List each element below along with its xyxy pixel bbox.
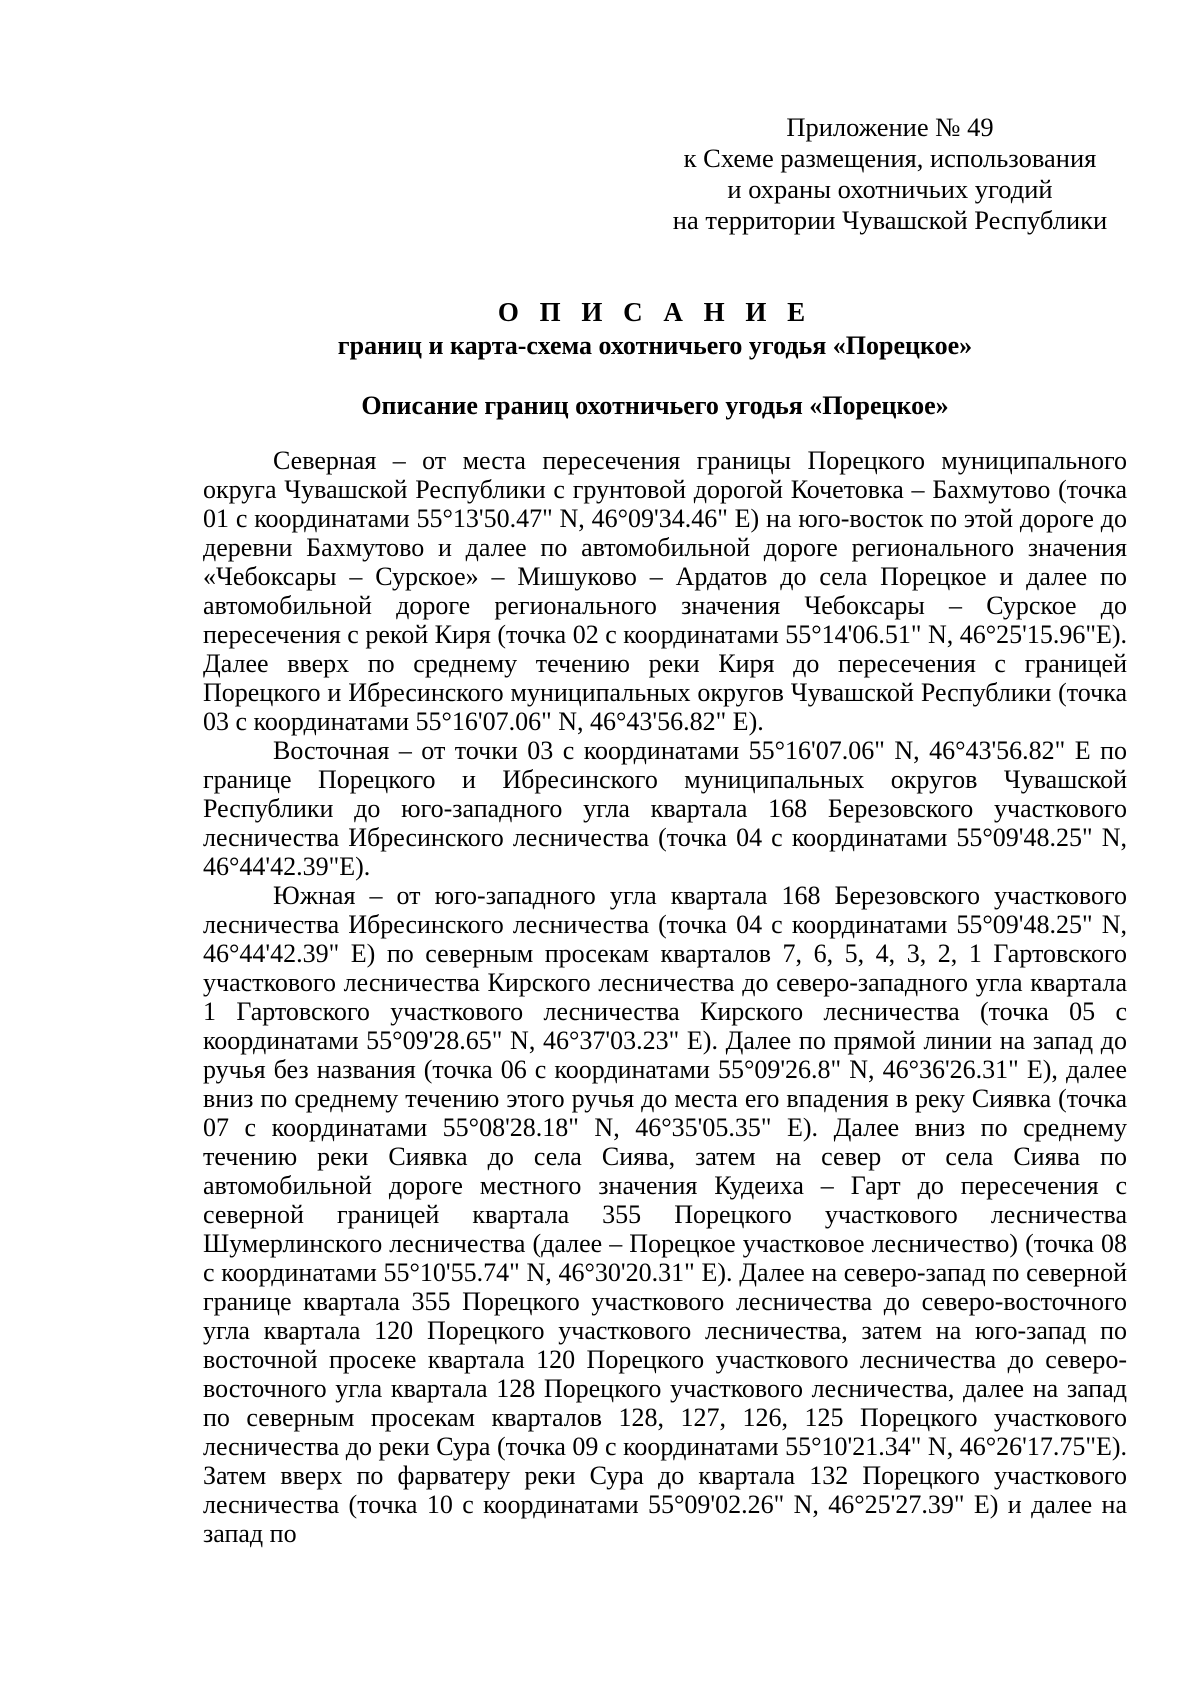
paragraph-north: Северная – от места пересечения границы Порецкого муниципального округа Чувашской Республики с грунтовой дорогой Кочетовка – Бахмутово (точка 01 с координатами 55°13'50.47" N, 46°09'34.46" E) на юго-восток по этой дороге до деревни Бахмутово и далее по автомобильной дороге регионального значения «Чебоксары – Сурское» – Мишуково – Ардатов до села Порецкое и далее по автомобильной дороге регионального значения Чебоксары – Сурское до пересечения с рекой Киря (точка 02 с координатами 55°14'06.51" N, 46°25'15.96"E). Далее вверх по среднему течению реки Киря до пересечения с границей Порецкого и Ибресинского муниципальных округов Чувашской Республики (точка 03 с координатами 55°16'07.06" N, 46°43'56.82" E). (203, 446, 1127, 736)
appendix-line: на территории Чувашской Республики (672, 205, 1108, 235)
document-heading (260, 296, 1050, 363)
appendix-block (655, 112, 1125, 236)
appendix-line: к Схеме размещения, использования (683, 143, 1097, 173)
paragraph-east: Восточная – от точки 03 с координатами 55°16'07.06" N, 46°43'56.82" E по границе Порецкого и Ибресинского муниципальных округов Чувашской Республики до юго-западного угла квартала 168 Березовского участкового лесничества Ибресинского лесничества (точка 04 с координатами 55°09'48.25" N, 46°44'42.39"E). (203, 736, 1127, 881)
document-body (203, 446, 1127, 1548)
document-title: О П И С А Н И Е (497, 297, 813, 327)
section-title: Описание границ охотничьего угодья «Порецкое» (361, 391, 949, 420)
document-subtitle: границ и карта-схема охотничьего угодья «Порецкое» (337, 331, 973, 360)
appendix-line: Приложение № 49 (786, 112, 994, 142)
appendix-line: и охраны охотничьих угодий (727, 174, 1053, 204)
paragraph-south: Южная – от юго-западного угла квартала 168 Березовского участкового лесничества Ибресинского лесничества (точка 04 с координатами 55°09'48.25" N, 46°44'42.39" E) по северным просекам кварталов 7, 6, 5, 4, 3, 2, 1 Гартовского участкового лесничества Кирского лесничества до северо-западного угла квартала 1 Гартовского участкового лесничества Кирского лесничества (точка 05 с координатами 55°09'28.65" N, 46°37'03.23" E). Далее по прямой линии на запад до ручья без названия (точка 06 с координатами 55°09'26.8" N, 46°36'26.31" E), далее вниз по среднему течению этого ручья до места его впадения в реку Сиявка (точка 07 с координатами 55°08'28.18" N, 46°35'05.35" E). Далее вниз по среднему течению реки Сиявка до села Сиява, затем на север от села Сиява по автомобильной дороге местного значения Кудеиха – Гарт до пересечения с северной границей квартала 355 Порецкого участкового лесничества Шумерлинского лесничества (далее – Порецкое участковое лесничество) (точка 08 с координатами 55°10'55.74" N, 46°30'20.31" E). Далее на северо-запад по северной границе квартала 355 Порецкого участкового лесничества до северо-восточного угла квартала 120 Порецкого участкового лесничества, затем на юго-запад по восточной просеке квартала 120 Порецкого участкового лесничества до северо-восточного угла квартала 128 Порецкого участкового лесничества, далее на запад по северным просекам кварталов 128, 127, 126, 125 Порецкого участкового лесничества до реки Сура (точка 09 с координатами 55°10'21.34" N, 46°26'17.75"E). Затем вверх по фарватеру реки Сура до квартала 132 Порецкого участкового лесничества (точка 10 с координатами 55°09'02.26" N, 46°25'27.39" E) и далее на запад по (203, 881, 1127, 1548)
